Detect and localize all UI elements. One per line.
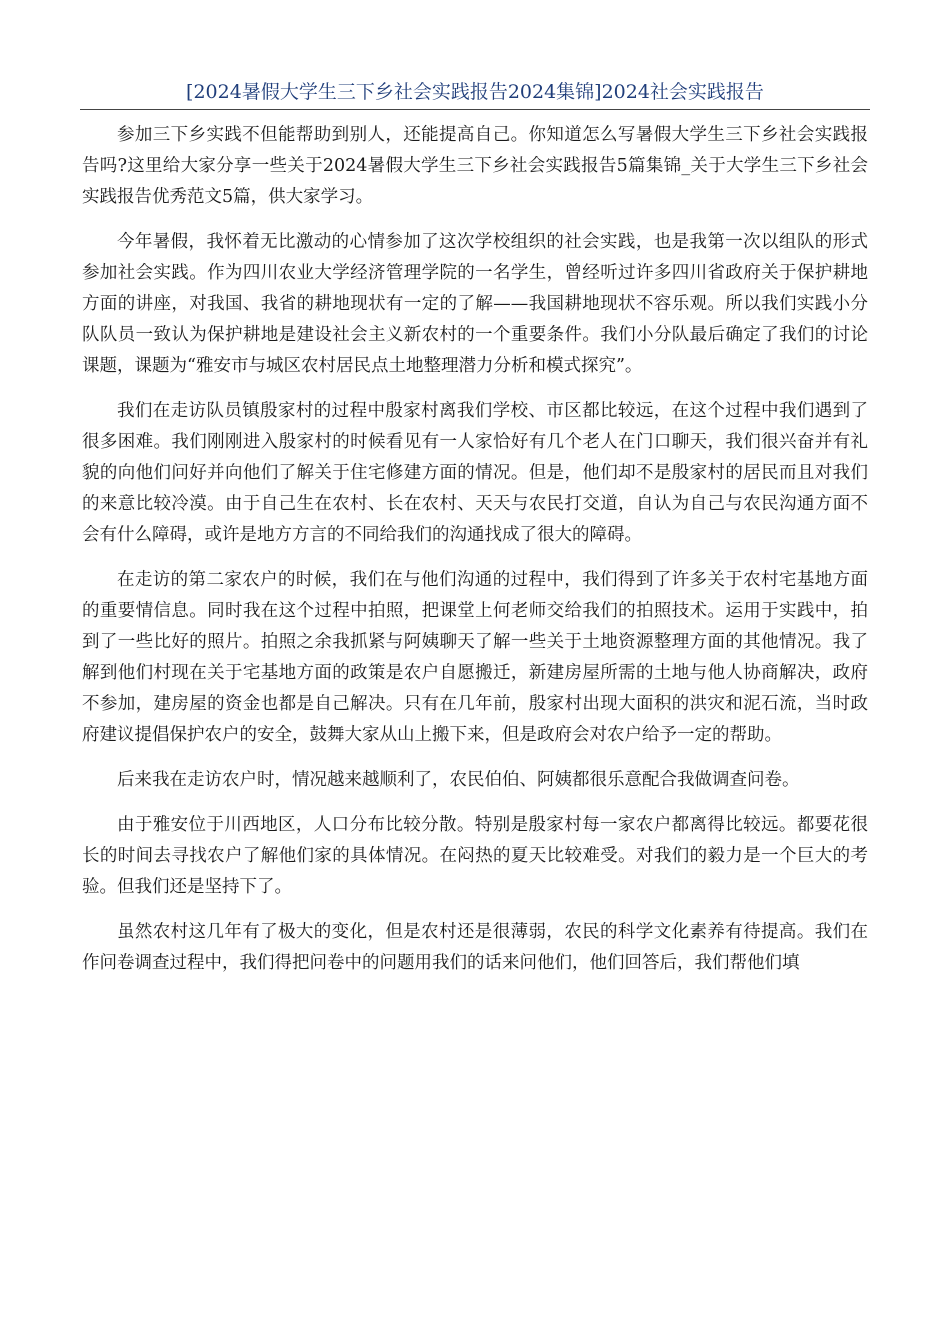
paragraph-intro: 参加三下乡实践不但能帮助到别人，还能提高自己。你知道怎么写暑假大学生三下乡社会实践报告吗?这里给大家分享一些关于2024暑假大学生三下乡社会实践报告5篇集锦_关于大学生三下乡社会实践报告优秀范文5篇，供大家学习。: [82, 125, 868, 207]
paragraph: 后来我在走访农户时，情况越来越顺利了，农民伯伯、阿姨都很乐意配合我做调查问卷。: [117, 770, 800, 790]
paragraph: 我们在走访队员镇殷家村的过程中殷家村离我们学校、市区都比较远，在这个过程中我们遇到了很多困难。我们刚刚进入殷家村的时候看见有一人家恰好有几个老人在门口聊天，我们很兴奋并有礼貌的向他们问好并向他们了解关于住宅修建方面的情况。但是，他们却不是殷家村的居民而且对我们的来意比较冷漠。由于自己生在农村、长在农村、天天与农民打交道，自认为自己与农民沟通方面不会有什么障碍，或许是地方方言的不同给我们的沟通找成了很大的障碍。: [82, 401, 868, 545]
title-divider: [80, 109, 870, 110]
document-title: [2024暑假大学生三下乡社会实践报告2024集锦]2024社会实践报告: [186, 81, 764, 103]
paragraph: 由于雅安位于川西地区，人口分布比较分散。特别是殷家村每一家农户都离得比较远。都要花很长的时间去寻找农户了解他们家的具体情况。在闷热的夏天比较难受。对我们的毅力是一个巨大的考验。但我们还是坚持下了。: [82, 815, 868, 897]
paragraph: 在走访的第二家农户的时候，我们在与他们沟通的过程中，我们得到了许多关于农村宅基地方面的重要情信息。同时我在这个过程中拍照，把课堂上何老师交给我们的拍照技术。运用于实践中，拍到了一些比好的照片。拍照之余我抓紧与阿姨聊天了解一些关于土地资源整理方面的其他情况。我了解到他们村现在关于宅基地方面的政策是农户自愿搬迁，新建房屋所需的土地与他人协商解决，政府不参加，建房屋的资金也都是自己解决。只有在几年前，殷家村出现大面积的洪灾和泥石流，当时政府建议提倡保护农户的安全，鼓舞大家从山上搬下来，但是政府会对农户给予一定的帮助。: [82, 570, 868, 745]
document-body: [82, 120, 868, 993]
paragraph: 虽然农村这几年有了极大的变化，但是农村还是很薄弱，农民的科学文化素养有待提高。我们在作问卷调查过程中，我们得把问卷中的问题用我们的话来问他们，他们回答后，我们帮他们填: [82, 922, 868, 973]
paragraph: 今年暑假，我怀着无比激动的心情参加了这次学校组织的社会实践，也是我第一次以组队的形式参加社会实践。作为四川农业大学经济管理学院的一名学生，曾经听过许多四川省政府关于保护耕地方面的讲座，对我国、我省的耕地现状有一定的了解——我国耕地现状不容乐观。所以我们实践小分队队员一致认为保护耕地是建设社会主义新农村的一个重要条件。我们小分队最后确定了我们的讨论课题，课题为“雅安市与城区农村居民点土地整理潜力分析和模式探究”。: [82, 232, 868, 376]
